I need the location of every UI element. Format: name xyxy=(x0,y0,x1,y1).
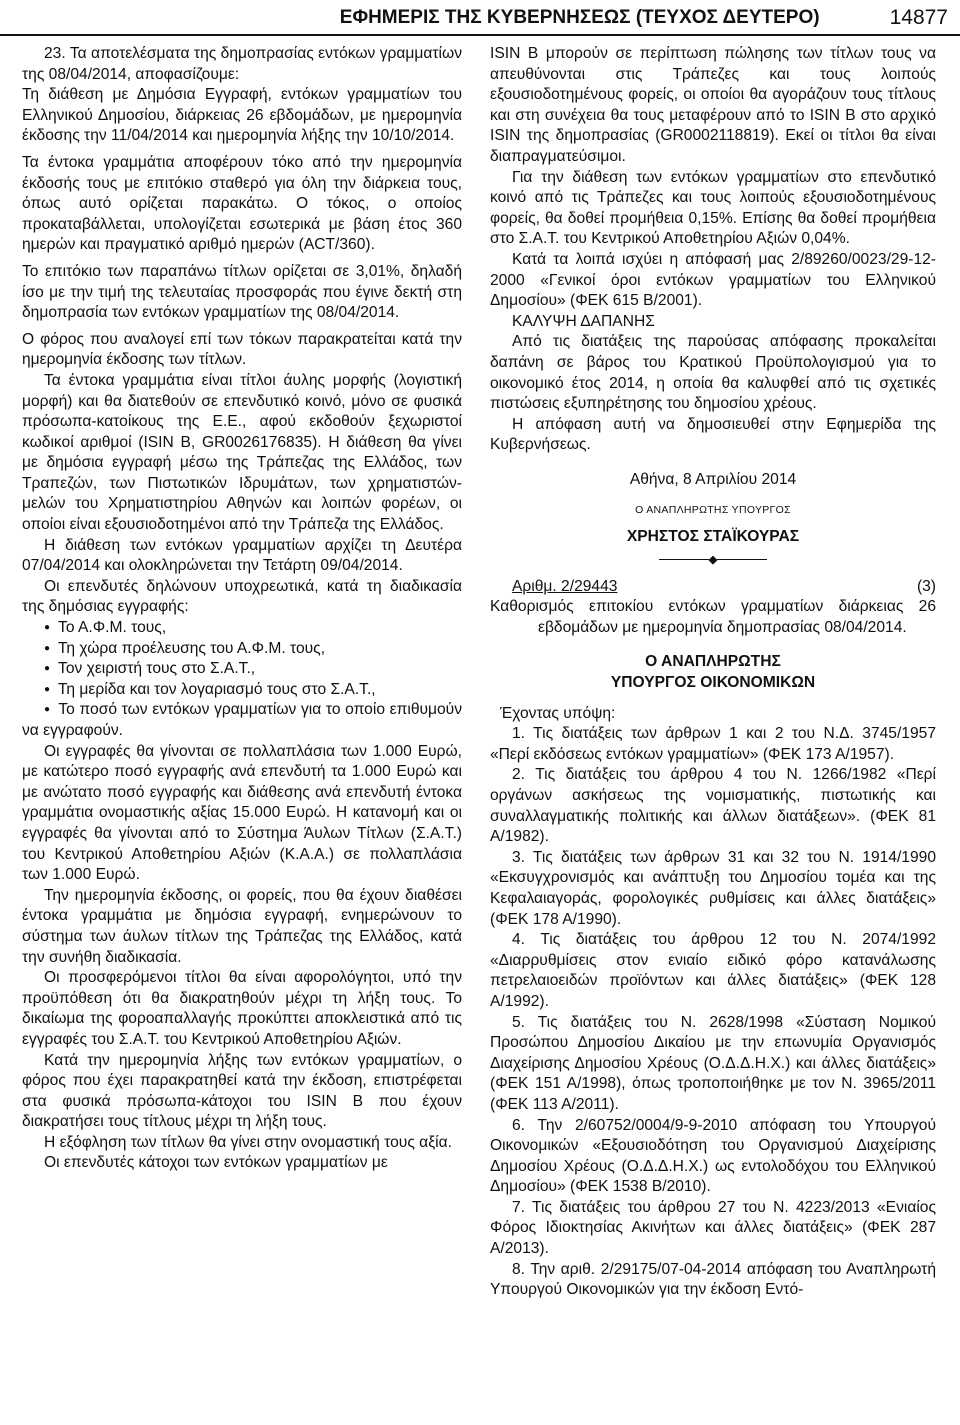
decision-reference: Αριθμ. 2/29443 xyxy=(512,577,618,595)
gazette-title: ΕΦΗΜΕΡΙΣ ΤΗΣ ΚΥΒΕΡΝΗΣΕΩΣ (ΤΕΥΧΟΣ ΔΕΥΤΕΡΟ) xyxy=(339,7,820,28)
paragraph: Οι επενδυτές κάτοχοι των εντόκων γραμματίων με xyxy=(44,1154,388,1172)
paragraph: Οι εγγραφές θα γίνονται σε πολλαπλάσια των 1.000 Ευρώ, με κατώτερο ποσό εγγραφής ανά επενδυτή τα 1.000 Ευρώ και με ανώτατο ποσό εγγραφής και διάθεσης ανά επενδυτή έντοκα γραμμάτια ονομαστικής αξίας 15.000 Ευρώ. Η κατανομή και οι εγγραφές θα γίνονται από το Σύστημα Άυλων Τίτλων (Σ.Α.Τ.) του Κεντρικού Αποθετηρίου Αξιών (Κ.Α.Α.) σε πολλαπλάσια των 1.000 Ευρώ. xyxy=(22,742,462,884)
paragraph: Ο φόρος που αναλογεί επί των τόκων παρακρατείται κατά την ημερομηνία έκδοσης των τίτλων. xyxy=(22,330,462,369)
list-item: 2. Τις διατάξεις του άρθρου 4 του Ν. 1266/1982 «Περί οργάνων ασκήσεως της νομισματικής, πιστωτικής και συναλλαγματικής πολιτικής και άλλων διατάξεων». (ΦΕΚ 81 Α/1982). xyxy=(490,766,936,846)
paragraph: Κατά τα λοιπά ισχύει η απόφασή μας 2/89260/0023/29-12-2000 «Γενικοί όροι εντόκων γραμματίων του Ελληνικού Δημοσίου» (ΦΕΚ 615 Β/2001). xyxy=(490,250,936,310)
paragraph: ISIN B μπορούν σε περίπτωση πώλησης των τίτλων τους να απευθύνονται στις Τράπεζες και τους λοιπούς εξουσιοδοτημένους φορείς, οι οποίοι θα αγοράζουν τους τίτλους και στη συνέχεια θα τους μεταφέρουν από το ISIN B στο αρχικό ISIN της δημοπρασίας (GR0002118819). Εκεί οι τίτλοι θα είναι διαπραγματεύσιμοι. xyxy=(490,45,936,165)
paragraph: 23. Τα αποτελέσματα της δημοπρασίας εντόκων γραμματίων της 08/04/2014, αποφασίζουμε: xyxy=(22,45,462,83)
list-item: ● Τον χειριστή τους στο Σ.Α.Τ., xyxy=(22,659,462,680)
signer-name: ΧΡΗΣΤΟΣ ΣΤΑΪΚΟΥΡΑΣ xyxy=(626,528,800,546)
list-item: ● Το ποσό των εντόκων γραμματίων για το οποίο επιθυμούν να εγγραφούν. xyxy=(22,700,462,741)
paragraph: Την ημερομηνία έκδοσης, οι φορείς, που θα έχουν διαθέσει έντοκα γραμμάτια με δημόσια εγγραφή, ενημερώνουν το σύστημα των άυλων τίτλων της Τράπεζας της Ελλάδος, κατά την συνήθη διαδικασία. xyxy=(22,886,462,966)
page-header xyxy=(0,0,960,36)
section-separator xyxy=(490,550,936,571)
list-item: 3. Τις διατάξεις των άρθρων 31 και 32 του Ν. 1914/1990 «Εκσυγχρονισμός και ανάπτυξη του Δημοσίου τομέα και της Κεφαλαιαγοράς, φορολογικές ρυθμίσεις και άλλες διατάξεις» (ΦΕΚ 178 Α/1990). xyxy=(490,848,936,928)
paragraph: Οι επενδυτές δηλώνουν υποχρεωτικά, κατά τη διαδικασία της δημόσιας εγγραφής: xyxy=(22,577,462,616)
section-heading: ΚΑΛΥΨΗ ΔΑΠΑΝΗΣ xyxy=(512,312,655,330)
paragraph: Το επιτόκιο των παραπάνω τίτλων ορίζεται σε 3,01%, δηλαδή ίσο με την τιμή της τελευταίας προσφοράς που έγινε δεκτή στη δημοπρασία των εντόκων γραμματίων της 08/04/2014. xyxy=(22,262,462,322)
paragraph: Για την διάθεση των εντόκων γραμματίων στο επενδυτικό κοινό από τις Τράπεζες και τους λοιπούς εξουσιοδοτημένους φορείς, θα δοθεί προμήθεια 0,15%. Επίσης θα δοθεί προμήθεια στο Σ.Α.Τ. του Κεντρικού Αποθετηρίου Αξιών 0,04%. xyxy=(490,168,936,248)
paragraph: Από τις διατάξεις της παρούσας απόφασης προκαλείται δαπάνη σε βάρος του Κρατικού Προϋπολογισμού για το οικονομικό έτος 2014, η οποία θα καλυφθεί από τις σχετικές πιστώσεις εξυπηρέτησης του δημοσίου χρέους. xyxy=(490,333,936,413)
paragraph: Η διάθεση των εντόκων γραμματίων αρχίζει τη Δευτέρα 07/04/2014 και ολοκληρώνεται την Τετάρτη 09/04/2014. xyxy=(22,536,462,575)
left-column xyxy=(22,44,462,1174)
right-column xyxy=(490,44,936,1301)
decision-index: (3) xyxy=(916,577,936,595)
paragraph: Κατά την ημερομηνία λήξης των εντόκων γραμματίων, ο φόρος που έχει παρακρατηθεί κατά την έκδοση, επιστρέφεται στα φυσικά πρόσωπα-κάτοχοι του ISIN B που έχουν διακρατήσει τους τίτλους μέχρι τη λήξη τους. xyxy=(22,1051,462,1131)
paragraph: Τα έντοκα γραμμάτια είναι τίτλοι άυλης μορφής (λογιστική μορφή) και θα διατεθούν σε επενδυτικό κοινό, μόνο σε φυσικά πρόσωπα-κατοίκους της Ε.Ε., αφού εκδοθούν ξεχωριστοί κωδικοί αριθμοί (ISIN B, GR0026176835). Η διάθεση θα γίνει με δημόσια εγγραφή μέσω της Τράπεζας της Ελλάδος, των Τραπεζών, των Πιστωτικών Ιδρυμάτων, των χρηματιστών-μελών του Χρηματιστηρίου Αθηνών και λοιπών φορέων, οι οποίοι είναι εξουσιοδοτημένοι από την Τράπεζα της Ελλάδος. xyxy=(22,371,462,534)
decision-number-line xyxy=(490,577,936,598)
paragraph: Οι προσφερόμενοι τίτλοι θα είναι αφορολόγητοι, υπό την προϋπόθεση ότι θα διακρατηθούν μέχρι τη λήξη τους. Το δικαίωμα της φοροαπαλλαγής προκύπτει αποκλειστικά από τις εγγραφές του Σ.Α.Τ. του Κεντρικού Αποθετηρίου Αξιών. xyxy=(22,969,462,1048)
signer-role: Ο ΑΝΑΠΛΗΡΩΤΗΣ ΥΠΟΥΡΓΟΣ xyxy=(635,504,791,517)
page-number: 14877 xyxy=(889,6,948,29)
list-item: 7. Τις διατάξεις του άρθρου 27 του Ν. 4223/2013 «Ενιαίος Φόρος Ιδιοκτησίας Ακινήτων και άλλες διατάξεις» (ΦΕΚ 287 Α/2013). xyxy=(490,1198,936,1258)
decision-title: Καθορισμός επιτοκίου εντόκων γραμματίων διάρκειας 26 εβδομάδων με ημερομηνία δημοπρασίας 08/04/2014. xyxy=(490,598,936,636)
authority-heading: Ο ΑΝΑΠΛΗΡΩΤΗΣ xyxy=(645,653,781,671)
paragraph: Τη διάθεση με Δημόσια Εγγραφή, εντόκων γραμματίων του Ελληνικού Δημοσίου, διάρκειας 26 εβδομάδων, με ημερομηνία έκδοσης την 11/04/2014 και ημερομηνία λήξης την 10/10/2014. xyxy=(22,86,462,145)
list-item: 8. Την αριθ. 2/29175/07-04-2014 απόφαση του Αναπληρωτή Υπουργού Οικονομικών για την έκδοση Εντό- xyxy=(490,1260,936,1299)
paragraph: Η απόφαση αυτή να δημοσιευθεί στην Εφημερίδα της Κυβερνήσεως. xyxy=(490,415,936,454)
list-item: 4. Τις διατάξεις του άρθρου 12 του Ν. 2074/1992 «Διαρρυθμίσεις στον ενιαίο ειδικό φόρο κατανάλωσης πετρελαιοειδών προϊόντων και άλλες διατάξεις» (ΦΕΚ 128 Α/1992). xyxy=(490,931,936,1010)
signature-date: Αθήνα, 8 Απριλίου 2014 xyxy=(629,470,797,488)
list-item: 1. Τις διατάξεις των άρθρων 1 και 2 του Ν.Δ. 3745/1957 «Περί εκδόσεως εντόκων γραμματίων» (ΦΕΚ 173 Α/1957). xyxy=(490,725,936,763)
separator-line xyxy=(659,559,709,560)
paragraph: Η εξόφληση των τίτλων θα γίνει στην ονομαστική τους αξία. xyxy=(44,1133,452,1151)
authority-heading: ΥΠΟΥΡΓΟΣ ΟΙΚΟΝΟΜΙΚΩΝ xyxy=(610,674,816,692)
diamond-icon: ◆ xyxy=(708,553,718,566)
header-rule xyxy=(0,34,960,36)
separator-line xyxy=(717,559,767,560)
list-item: ● Τη μερίδα και τον λογαριασμό τους στο Σ.Α.Τ., xyxy=(22,680,462,701)
list-item: 5. Τις διατάξεις του Ν. 2628/1998 «Σύσταση Νομικού Προσώπου Δημοσίου Δικαίου με την επωνυμία Οργανισμός Διαχείρισης Δημοσίου Χρέους (Ο.Δ.Δ.Η.Χ.) και άλλες διατάξεις» (ΦΕΚ 151 Α/1998), όπως τροποποιήθηκε με τον Ν. 3965/2011 (ΦΕΚ 113 Α/2011). xyxy=(490,1013,936,1113)
paragraph: Τα έντοκα γραμμάτια αποφέρουν τόκο από την ημερομηνία έκδοσής τους με επιτόκιο σταθερό για όλη την διάρκεια τους, όπως αυτό ορίζεται παρακάτω. Ο τόκος, ο οποίος προκαταβάλλεται, υπολογίζεται εσωτερικά με βάση έτος 360 ημερών και πραγματικό αριθμό ημερών (ACT/360). xyxy=(22,153,462,254)
list-item: 6. Την 2/60752/0004/9-9-2010 απόφαση του Υπουργού Οικονομικών «Εξουσιοδότηση του Οργανισμού Διαχείρισης Δημοσίου Χρέους (Ο.Δ.Δ.Η.Χ.) ως εντολοδόχου του Ελληνικού Δημοσίου» (ΦΕΚ 1538 Β/2010). xyxy=(490,1116,936,1196)
list-item: ● Το Α.Φ.Μ. τους, xyxy=(22,618,462,639)
having-regard-label: Έχοντας υπόψη: xyxy=(500,704,616,722)
list-item: ● Τη χώρα προέλευσης του Α.Φ.Μ. τους, xyxy=(22,639,462,660)
